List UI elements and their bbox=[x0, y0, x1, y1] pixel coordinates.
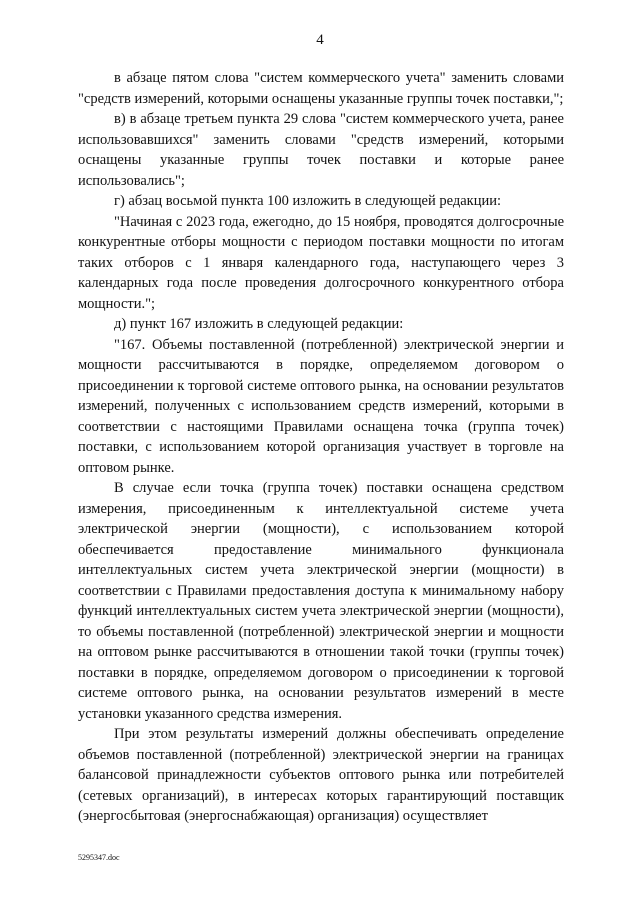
paragraph-amend-point-5: в абзаце пятом слова "систем коммерческого учета" заменить словами "средств измерений, которыми оснащены указанные группы точек поставки,"; bbox=[78, 70, 564, 107]
paragraph-quote-100: "Начиная с 2023 года, ежегодно, до 15 ноября, проводятся долгосрочные конкурентные отборы мощности с периодом поставки мощности по итогам таких отборов с 1 января календарного года, наступающего через 3 календарных года после проведения долгосрочного конкурентного отбора мощности."; bbox=[78, 213, 564, 312]
paragraph-smart-metering: В случае если точка (группа точек) поставки оснащена средством измерения, присоединенным к интеллектуальной системе учета электрической энергии (мощности), с использованием которой обеспечивается предоставление минимального функционала интеллектуальных систем учета электрической энергии (мощности) в соответствии с Правилами предоставления доступа к минимальному набору функций интеллектуальных систем учета электрической энергии (мощности), то объемы поставленной (потребленной) электрической энергии и мощности на оптовом рынке рассчитываются в отношении такой точки (группы точек) поставки в порядке, определяемом договором о присоединении к торговой системе оптового рынка, на основании результатов измерений в месте установки указанного средства измерения. bbox=[78, 480, 564, 722]
document-file-code: 5295347.doc bbox=[78, 853, 120, 862]
paragraph-quote-167: "167. Объемы поставленной (потребленной) электрической энергии и мощности рассчитываются в порядке, определяемом договором о присоединении к торговой системе оптового рынка, на основании результатов измерений, полученных с использованием средств измерений, которыми в соответствии с настоящими Правилами оснащена точка (группа точек) поставки, с использованием которой организация участвует в торговле на оптовом рынке. bbox=[78, 336, 564, 476]
paragraph-point-g: г) абзац восьмой пункта 100 изложить в следующей редакции: bbox=[114, 193, 502, 209]
document-body bbox=[78, 68, 564, 827]
paragraph-point-d: д) пункт 167 изложить в следующей редакции: bbox=[114, 316, 404, 332]
page-number: 4 bbox=[316, 32, 324, 48]
paragraph-measurement-results: При этом результаты измерений должны обеспечивать определение объемов поставленной (потребленной) электрической энергии на границах балансовой принадлежности субъектов оптового рынка или потребителей (сетевых организаций), в интересах которых гарантирующий поставщик (энергосбытовая (энергоснабжающая) организация) осуществляет bbox=[78, 726, 564, 824]
paragraph-point-v: в) в абзаце третьем пункта 29 слова "систем коммерческого учета, ранее использовавшихся" заменить словами "средств измерений, которыми оснащены указанные группы точек поставки и которые ранее использовались"; bbox=[78, 111, 564, 189]
